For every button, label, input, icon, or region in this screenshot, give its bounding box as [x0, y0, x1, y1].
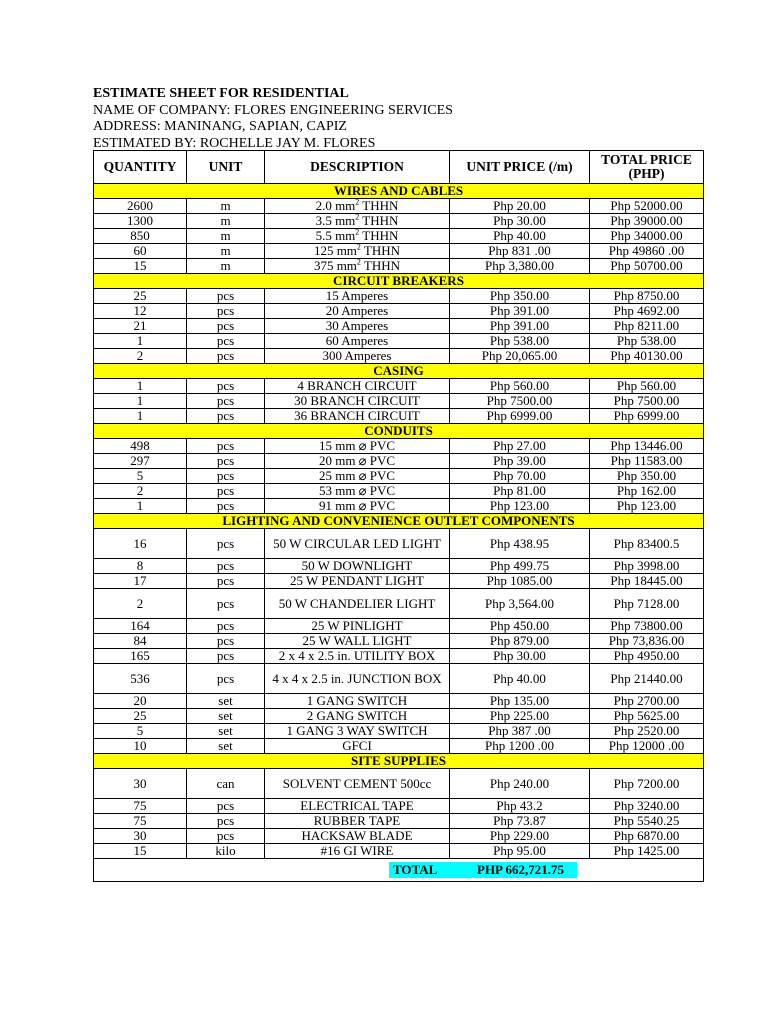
description-text: SOLVENT CEMENT 500cc: [282, 775, 432, 791]
unit-cell: pcs: [187, 454, 265, 469]
quantity-cell: 30: [94, 829, 187, 844]
total-cell: [94, 859, 704, 882]
description-cell: [265, 799, 450, 814]
total-price-cell: Php 4692.00: [590, 304, 704, 319]
unit-price-cell: Php 831 .00: [450, 244, 590, 259]
table-header-row: [94, 151, 704, 184]
table-row: [94, 844, 704, 859]
description-text: 300 Amperes: [322, 348, 392, 363]
description-cell: [265, 319, 450, 334]
description-text: 25 W PENDANT LIGHT: [290, 573, 424, 588]
description-cell: [265, 289, 450, 304]
total-price-cell: Php 40130.00: [590, 349, 704, 364]
table-row: [94, 769, 704, 799]
description-text: 4 x 4 x 2.5 in. JUNCTION BOX: [272, 670, 442, 686]
unit-price-cell: Php 30.00: [450, 649, 590, 664]
unit-price-cell: Php 1085.00: [450, 574, 590, 589]
table-row: [94, 829, 704, 844]
unit-price-cell: Php 499.75: [450, 559, 590, 574]
total-price-cell: Php 2700.00: [590, 694, 704, 709]
section-header-row: [94, 184, 704, 199]
total-price-cell: Php 7500.00: [590, 394, 704, 409]
unit-cell: m: [187, 214, 265, 229]
description-text: 375 mm: [313, 258, 357, 273]
total-price-cell: Php 34000.00: [590, 229, 704, 244]
table-body: [94, 184, 704, 859]
quantity-cell: 2600: [94, 199, 187, 214]
table-row: [94, 694, 704, 709]
total-row: [94, 859, 704, 882]
quantity-cell: 1: [94, 394, 187, 409]
quantity-cell: 498: [94, 439, 187, 454]
unit-price-cell: Php 7500.00: [450, 394, 590, 409]
unit-price-cell: Php 1200 .00: [450, 739, 590, 754]
unit-price-cell: Php 225.00: [450, 709, 590, 724]
unit-header: UNIT: [187, 151, 265, 184]
description-cell: [265, 304, 450, 319]
total-price-cell: Php 538.00: [590, 334, 704, 349]
quantity-cell: 10: [94, 739, 187, 754]
unit-price-cell: Php 450.00: [450, 619, 590, 634]
total-price-cell: Php 8211.00: [590, 319, 704, 334]
description-text: 50 W DOWNLIGHT: [301, 558, 413, 573]
table-row: [94, 394, 704, 409]
quantity-cell: 1: [94, 379, 187, 394]
quantity-cell: 20: [94, 694, 187, 709]
table-row: [94, 799, 704, 814]
total-price-cell: Php 4950.00: [590, 649, 704, 664]
unit-cell: pcs: [187, 619, 265, 634]
description-text: 4 BRANCH CIRCUIT: [297, 378, 417, 393]
unit-price-cell: Php 6999.00: [450, 409, 590, 424]
unit-price-cell: Php 438.95: [450, 529, 590, 559]
sheet-header: [93, 86, 453, 152]
unit-price-cell: Php 43.2: [450, 799, 590, 814]
description-text: RUBBER TAPE: [313, 813, 401, 828]
description-cell: [265, 454, 450, 469]
description-text: 30 Amperes: [325, 318, 389, 333]
unit-price-header: UNIT PRICE (/m): [450, 151, 590, 184]
unit-price-cell: Php 229.00: [450, 829, 590, 844]
quantity-cell: 2: [94, 484, 187, 499]
unit-cell: m: [187, 244, 265, 259]
unit-cell: pcs: [187, 319, 265, 334]
description-cell: [265, 769, 450, 799]
description-cell: [265, 334, 450, 349]
unit-cell: m: [187, 229, 265, 244]
quantity-cell: 297: [94, 454, 187, 469]
description-text: 20 Amperes: [325, 303, 389, 318]
description-cell: [265, 829, 450, 844]
quantity-cell: 75: [94, 814, 187, 829]
unit-price-cell: Php 30.00: [450, 214, 590, 229]
description-suffix: THHN: [359, 228, 399, 243]
description-cell: [265, 499, 450, 514]
description-text: #16 GI WIRE: [320, 843, 394, 858]
total-price-cell: Php 73,836.00: [590, 634, 704, 649]
quantity-cell: 1: [94, 334, 187, 349]
table-row: [94, 724, 704, 739]
table-row: [94, 649, 704, 664]
description-text: 1 GANG SWITCH: [306, 693, 408, 708]
total-price-cell: Php 6870.00: [590, 829, 704, 844]
total-price-cell: Php 50700.00: [590, 259, 704, 274]
total-price-cell: Php 8750.00: [590, 289, 704, 304]
unit-cell: pcs: [187, 289, 265, 304]
description-text: 15 mm ⌀ PVC: [318, 438, 396, 453]
unit-price-cell: Php 538.00: [450, 334, 590, 349]
table-row: [94, 574, 704, 589]
unit-price-cell: Php 20,065.00: [450, 349, 590, 364]
table-row: [94, 499, 704, 514]
unit-price-cell: Php 95.00: [450, 844, 590, 859]
description-cell: [265, 439, 450, 454]
quantity-cell: 5: [94, 724, 187, 739]
unit-cell: pcs: [187, 304, 265, 319]
table-row: [94, 484, 704, 499]
description-cell: [265, 739, 450, 754]
description-text: 50 W CHANDELIER LIGHT: [278, 595, 436, 611]
description-text: 25 W PINLIGHT: [311, 618, 403, 633]
description-cell: [265, 589, 450, 619]
description-suffix: THHN: [360, 243, 401, 258]
section-title: WIRES AND CABLES: [94, 184, 704, 199]
total-price-cell: Php 350.00: [590, 469, 704, 484]
description-text: 25 mm ⌀ PVC: [318, 468, 396, 483]
unit-price-cell: Php 39.00: [450, 454, 590, 469]
description-text: 2 GANG SWITCH: [306, 708, 408, 723]
unit-cell: pcs: [187, 559, 265, 574]
quantity-cell: 60: [94, 244, 187, 259]
table-row: [94, 589, 704, 619]
description-suffix: THHN: [360, 258, 401, 273]
description-cell: [265, 844, 450, 859]
table-row: [94, 529, 704, 559]
unit-price-cell: Php 240.00: [450, 769, 590, 799]
sheet-title: ESTIMATE SHEET FOR RESIDENTIAL: [93, 86, 349, 101]
description-text: 25 W WALL LIGHT: [302, 633, 412, 648]
description-text: 3.5 mm: [315, 213, 356, 228]
table-row: [94, 559, 704, 574]
quantity-cell: 30: [94, 769, 187, 799]
description-cell: [265, 664, 450, 694]
section-title: CIRCUIT BREAKERS: [94, 274, 704, 289]
quantity-cell: 15: [94, 844, 187, 859]
total-price-cell: Php 2520.00: [590, 724, 704, 739]
description-cell: [265, 259, 450, 274]
quantity-cell: 536: [94, 664, 187, 694]
total-price-cell: Php 52000.00: [590, 199, 704, 214]
description-text: ELECTRICAL TAPE: [300, 798, 414, 813]
table-row: [94, 709, 704, 724]
section-header-row: [94, 364, 704, 379]
description-cell: [265, 694, 450, 709]
description-cell: [265, 484, 450, 499]
unit-price-cell: Php 3,564.00: [450, 589, 590, 619]
unit-cell: set: [187, 694, 265, 709]
section-title: CONDUITS: [94, 424, 704, 439]
total-price-cell: Php 12000 .00: [590, 739, 704, 754]
total-price-cell: Php 49860 .00: [590, 244, 704, 259]
superscript: 2: [355, 213, 360, 222]
unit-cell: pcs: [187, 574, 265, 589]
description-cell: [265, 244, 450, 259]
quantity-cell: 17: [94, 574, 187, 589]
table-row: [94, 289, 704, 304]
unit-cell: pcs: [187, 649, 265, 664]
total-price-cell: Php 1425.00: [590, 844, 704, 859]
unit-cell: pcs: [187, 379, 265, 394]
table-row: [94, 379, 704, 394]
table-row: [94, 349, 704, 364]
superscript: 2: [356, 258, 361, 267]
unit-cell: can: [187, 769, 265, 799]
section-header-row: [94, 274, 704, 289]
unit-cell: pcs: [187, 334, 265, 349]
description-suffix: THHN: [359, 213, 399, 228]
description-cell: [265, 619, 450, 634]
table-row: [94, 814, 704, 829]
table-row: [94, 334, 704, 349]
total-price-cell: Php 73800.00: [590, 619, 704, 634]
description-cell: [265, 634, 450, 649]
description-cell: [265, 349, 450, 364]
description-text: 15 Amperes: [325, 288, 389, 303]
total-price-cell: Php 162.00: [590, 484, 704, 499]
total-price-cell: Php 11583.00: [590, 454, 704, 469]
superscript: 2: [355, 228, 360, 237]
unit-cell: pcs: [187, 814, 265, 829]
quantity-cell: 12: [94, 304, 187, 319]
description-text: 60 Amperes: [325, 333, 389, 348]
unit-cell: m: [187, 199, 265, 214]
unit-price-cell: Php 387 .00: [450, 724, 590, 739]
total-price-cell: Php 560.00: [590, 379, 704, 394]
unit-price-cell: Php 27.00: [450, 439, 590, 454]
quantity-cell: 8: [94, 559, 187, 574]
table-row: [94, 244, 704, 259]
table-row: [94, 319, 704, 334]
description-text: 30 BRANCH CIRCUIT: [294, 393, 420, 408]
quantity-cell: 15: [94, 259, 187, 274]
company-name: NAME OF COMPANY: FLORES ENGINEERING SERVICES: [93, 102, 453, 118]
table-row: [94, 454, 704, 469]
description-cell: [265, 229, 450, 244]
quantity-cell: 2: [94, 589, 187, 619]
unit-cell: set: [187, 724, 265, 739]
unit-cell: pcs: [187, 409, 265, 424]
total-price-cell: Php 83400.5: [590, 529, 704, 559]
unit-cell: m: [187, 259, 265, 274]
total-price-cell: Php 123.00: [590, 499, 704, 514]
unit-price-cell: Php 350.00: [450, 289, 590, 304]
description-suffix: THHN: [359, 198, 399, 213]
section-header-row: [94, 754, 704, 769]
quantity-cell: 25: [94, 289, 187, 304]
table-row: [94, 229, 704, 244]
unit-cell: pcs: [187, 484, 265, 499]
quantity-cell: 1: [94, 409, 187, 424]
unit-price-cell: Php 391.00: [450, 319, 590, 334]
table-row: [94, 199, 704, 214]
table-row: [94, 619, 704, 634]
description-text: 2.0 mm: [315, 198, 356, 213]
unit-cell: set: [187, 739, 265, 754]
table-row: [94, 439, 704, 454]
quantity-cell: 1: [94, 499, 187, 514]
description-text: GFCI: [342, 738, 372, 753]
total-price-cell: Php 3998.00: [590, 559, 704, 574]
unit-cell: pcs: [187, 394, 265, 409]
description-cell: [265, 574, 450, 589]
table-row: [94, 214, 704, 229]
total-price-cell: Php 5625.00: [590, 709, 704, 724]
table-row: [94, 304, 704, 319]
unit-cell: pcs: [187, 664, 265, 694]
description-text: 2 x 4 x 2.5 in. UTILITY BOX: [278, 648, 436, 663]
unit-price-cell: Php 3,380.00: [450, 259, 590, 274]
unit-price-cell: Php 391.00: [450, 304, 590, 319]
description-text: HACKSAW BLADE: [301, 828, 413, 843]
description-text: 125 mm: [313, 243, 357, 258]
table-row: [94, 739, 704, 754]
description-cell: [265, 409, 450, 424]
unit-price-cell: Php 879.00: [450, 634, 590, 649]
unit-cell: pcs: [187, 589, 265, 619]
table-row: [94, 664, 704, 694]
unit-price-cell: Php 560.00: [450, 379, 590, 394]
unit-cell: pcs: [187, 799, 265, 814]
quantity-cell: 165: [94, 649, 187, 664]
description-cell: [265, 394, 450, 409]
total-box: [389, 862, 577, 878]
description-text: 36 BRANCH CIRCUIT: [294, 408, 420, 423]
unit-cell: pcs: [187, 499, 265, 514]
description-cell: [265, 469, 450, 484]
unit-cell: pcs: [187, 469, 265, 484]
unit-cell: pcs: [187, 439, 265, 454]
quantity-cell: 16: [94, 529, 187, 559]
description-text: 53 mm ⌀ PVC: [318, 483, 396, 498]
unit-price-cell: Php 20.00: [450, 199, 590, 214]
description-cell: [265, 214, 450, 229]
section-header-row: [94, 424, 704, 439]
quantity-cell: 21: [94, 319, 187, 334]
description-cell: [265, 559, 450, 574]
description-text: 5.5 mm: [315, 228, 356, 243]
total-price-cell: Php 3240.00: [590, 799, 704, 814]
estimate-table: [93, 150, 704, 882]
table-row: [94, 469, 704, 484]
table-row: [94, 409, 704, 424]
description-cell: [265, 199, 450, 214]
description-text: 1 GANG 3 WAY SWITCH: [286, 723, 428, 738]
section-title: SITE SUPPLIES: [94, 754, 704, 769]
description-header: DESCRIPTION: [265, 151, 450, 184]
description-cell: [265, 709, 450, 724]
quantity-cell: 84: [94, 634, 187, 649]
total-price-cell: Php 7200.00: [590, 769, 704, 799]
total-price-cell: Php 39000.00: [590, 214, 704, 229]
unit-cell: set: [187, 709, 265, 724]
total-price-cell: Php 5540.25: [590, 814, 704, 829]
section-title: LIGHTING AND CONVENIENCE OUTLET COMPONENTS: [94, 514, 704, 529]
total-price-cell: Php 18445.00: [590, 574, 704, 589]
unit-cell: pcs: [187, 829, 265, 844]
description-text: 50 W CIRCULAR LED LIGHT: [273, 535, 441, 551]
quantity-header: QUANTITY: [94, 151, 187, 184]
description-cell: [265, 529, 450, 559]
company-address: ADDRESS: MANINANG, SAPIAN, CAPIZ: [93, 119, 347, 134]
estimator-name: ESTIMATED BY: ROCHELLE JAY M. FLORES: [93, 135, 376, 151]
unit-price-cell: Php 135.00: [450, 694, 590, 709]
quantity-cell: 25: [94, 709, 187, 724]
unit-price-cell: Php 40.00: [450, 664, 590, 694]
total-value: PHP 662,721.75: [477, 862, 565, 877]
superscript: 2: [356, 243, 361, 252]
superscript: 2: [355, 198, 360, 207]
unit-price-cell: Php 70.00: [450, 469, 590, 484]
quantity-cell: 164: [94, 619, 187, 634]
unit-cell: kilo: [187, 844, 265, 859]
description-cell: [265, 379, 450, 394]
description-cell: [265, 814, 450, 829]
total-price-cell: Php 7128.00: [590, 589, 704, 619]
unit-price-cell: Php 73.87: [450, 814, 590, 829]
section-header-row: [94, 514, 704, 529]
unit-price-cell: Php 123.00: [450, 499, 590, 514]
description-cell: [265, 724, 450, 739]
description-cell: [265, 649, 450, 664]
total-price-cell: Php 13446.00: [590, 439, 704, 454]
total-label: TOTAL: [393, 862, 438, 877]
description-text: 20 mm ⌀ PVC: [318, 453, 396, 468]
unit-cell: pcs: [187, 634, 265, 649]
table-row: [94, 259, 704, 274]
quantity-cell: 1300: [94, 214, 187, 229]
table-row: [94, 634, 704, 649]
unit-cell: pcs: [187, 529, 265, 559]
quantity-cell: 2: [94, 349, 187, 364]
quantity-cell: 5: [94, 469, 187, 484]
quantity-cell: 850: [94, 229, 187, 244]
section-title: CASING: [94, 364, 704, 379]
unit-price-cell: Php 81.00: [450, 484, 590, 499]
description-text: 91 mm ⌀ PVC: [318, 498, 396, 513]
total-price-cell: Php 6999.00: [590, 409, 704, 424]
total-price-header: TOTAL PRICE (PHP): [590, 151, 704, 184]
quantity-cell: 75: [94, 799, 187, 814]
total-price-cell: Php 21440.00: [590, 664, 704, 694]
unit-cell: pcs: [187, 349, 265, 364]
unit-price-cell: Php 40.00: [450, 229, 590, 244]
